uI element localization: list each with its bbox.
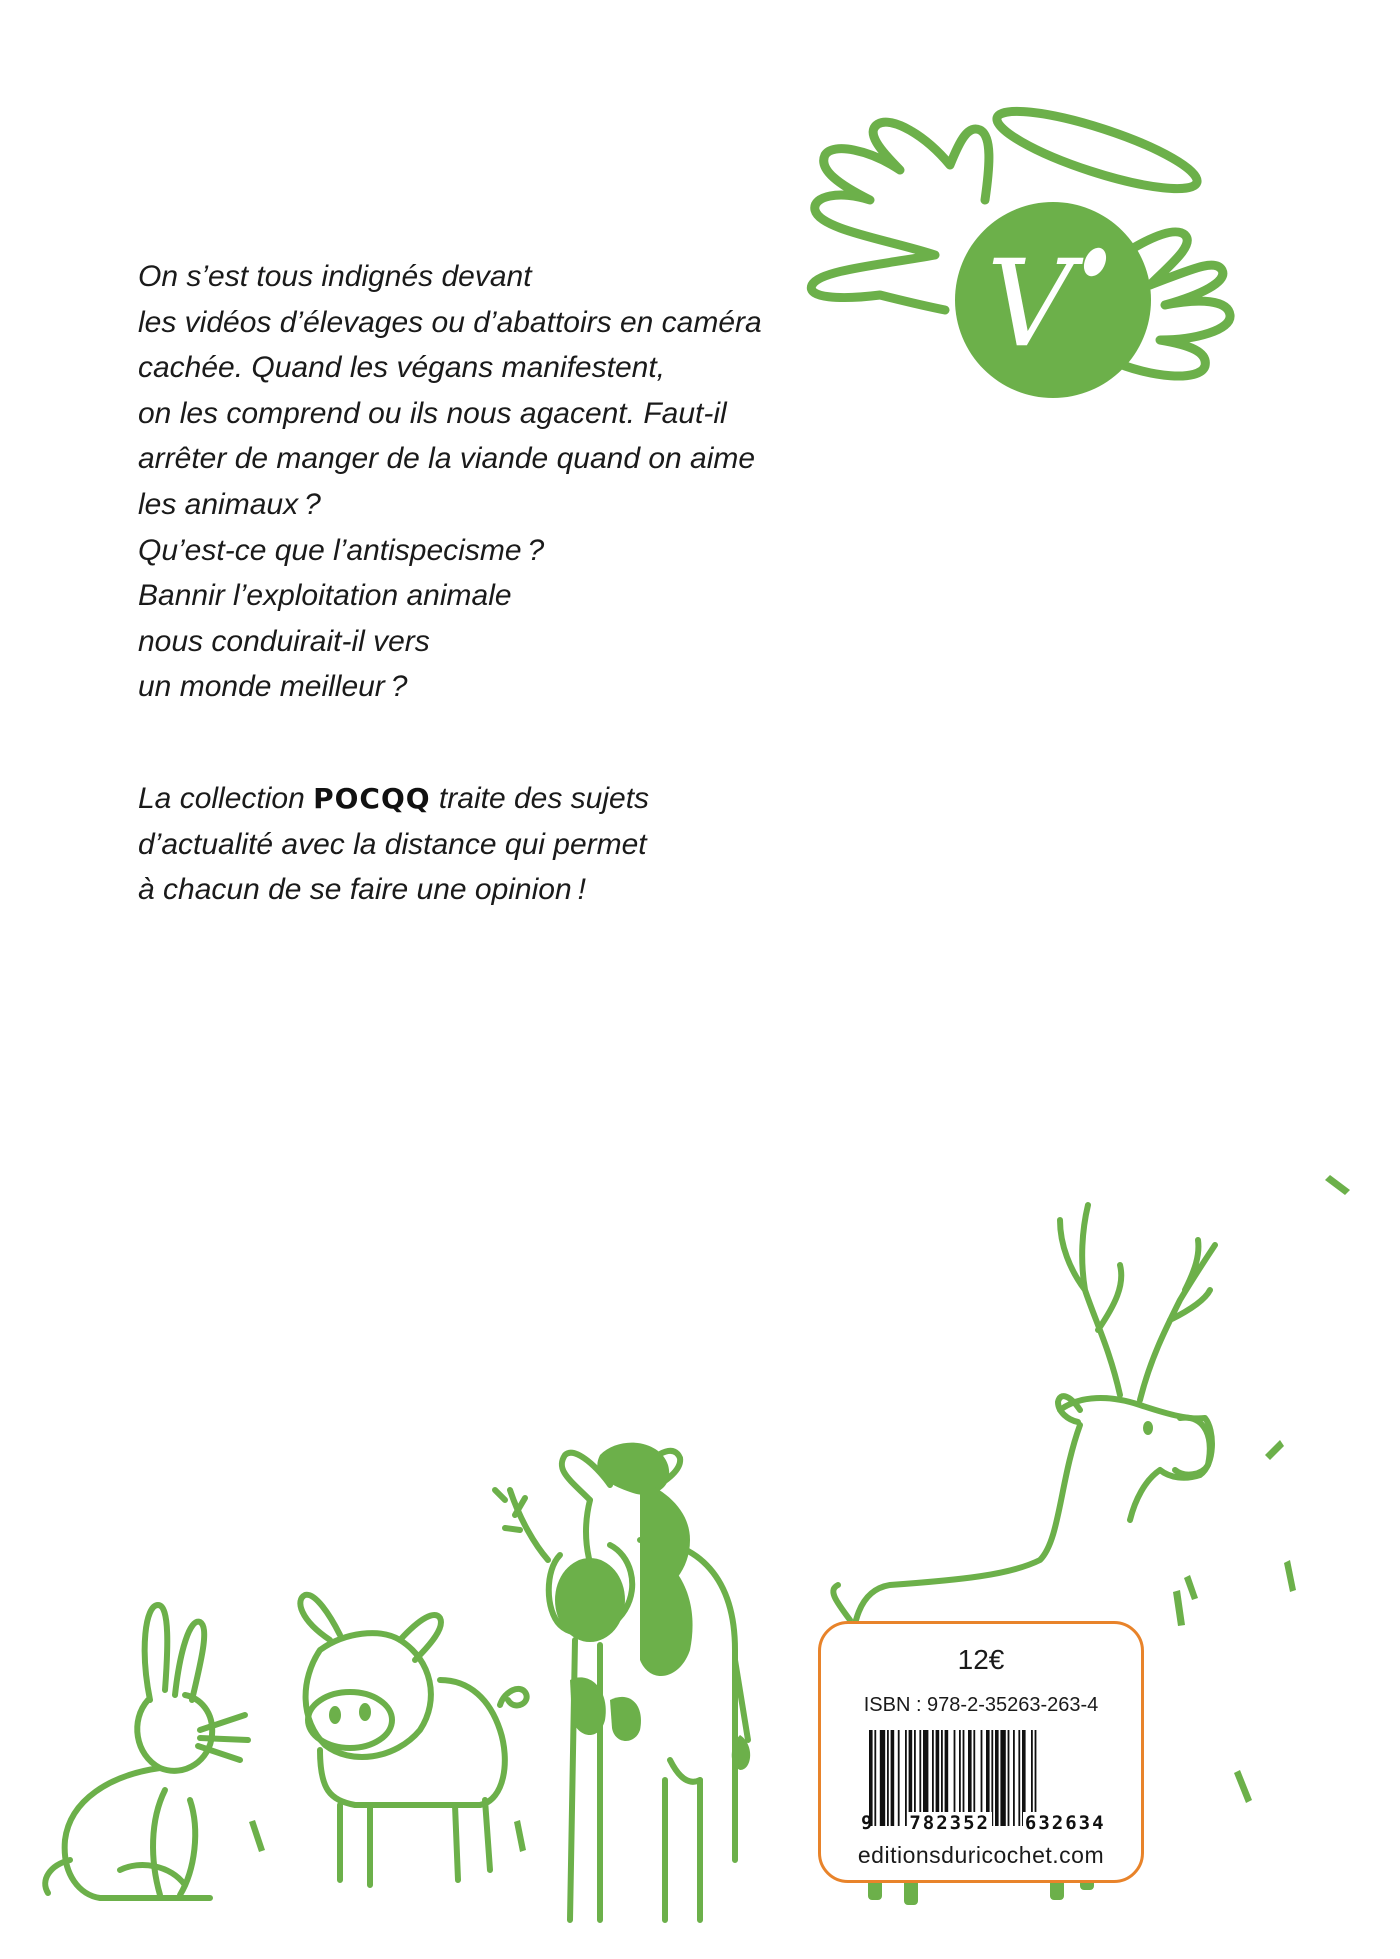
blurb-line: Qu’est-ce que l’antispecisme ? xyxy=(138,533,545,567)
blurb-line: les vidéos d’élevages ou d’abattoirs en caméra xyxy=(138,305,762,339)
isbn-label: ISBN : 978-2-35263-263-4 xyxy=(863,1694,1099,1716)
blurb-line: arrêter de manger de la viande quand on aime xyxy=(138,442,756,476)
pig-illustration xyxy=(300,1595,526,1885)
collection-text: traite des sujets xyxy=(430,782,650,815)
pocqq-brand-logo: POCQQ xyxy=(313,782,431,815)
rabbit-illustration xyxy=(45,1605,248,1898)
vegan-badge-letter: V xyxy=(986,235,1074,374)
barcode-digits xyxy=(861,1812,1109,1834)
blurb-line: les animaux ? xyxy=(138,487,321,521)
blurb-line: Bannir l’exploitation animale xyxy=(138,579,512,613)
barcode-first-digit: 9 xyxy=(861,1812,875,1834)
blurb-line: cachée. Quand les végans manifestent, xyxy=(138,351,665,385)
collection-line: à chacun de se faire une opinion ! xyxy=(138,873,586,907)
cow-illustration xyxy=(495,1451,748,1920)
price-label: 12€ xyxy=(957,1644,1005,1675)
barcode-left-group: 782352 xyxy=(909,1812,990,1834)
barcode-right-group: 632634 xyxy=(1024,1812,1106,1834)
collection-line: d’actualité avec la distance qui permet xyxy=(138,827,647,861)
collection-text: La collection xyxy=(138,782,314,815)
blurb-line: un monde meilleur ? xyxy=(138,670,408,704)
blurb-line: nous conduirait-il vers xyxy=(138,624,430,658)
price-isbn-box xyxy=(818,1621,1144,1883)
publisher-website: editionsduricochet.com xyxy=(857,1842,1105,1868)
blurb-line: on les comprend ou ils nous agacent. Faut-il xyxy=(138,396,727,430)
blurb-line: On s’est tous indignés devant xyxy=(138,260,532,293)
